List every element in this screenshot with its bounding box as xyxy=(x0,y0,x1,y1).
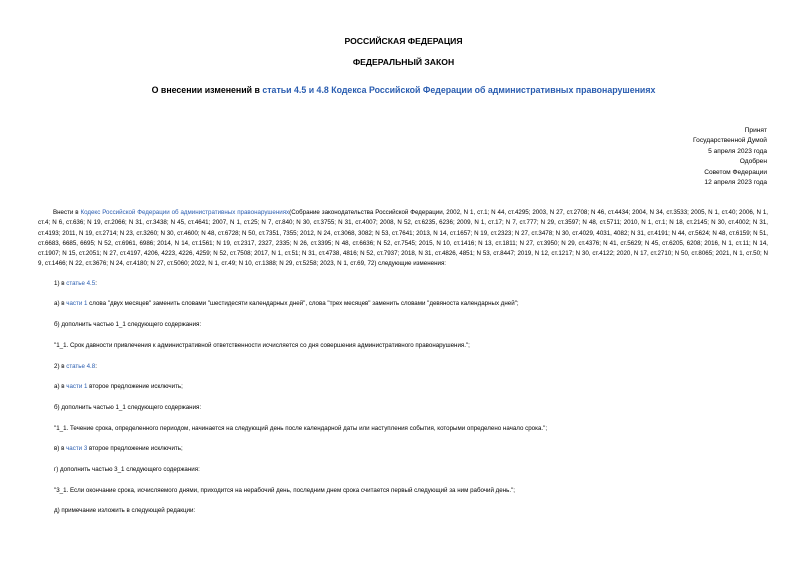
article-4-5-link[interactable]: статье 4.5 xyxy=(66,279,96,287)
law-body xyxy=(38,208,768,527)
item-2c xyxy=(54,444,768,454)
item-2g-quote: "3_1. Если окончание срока, исчисляемого днями, приходится на нерабочий день, последним днем срока считается первый следующий за ним рабочий день."; xyxy=(54,486,515,494)
koap-link[interactable]: Кодекс Российской Федерации об административных правонарушениях xyxy=(80,209,290,216)
adoption-line: 12 апреля 2023 года xyxy=(704,179,767,187)
item-1a xyxy=(54,299,768,309)
item-text: : xyxy=(95,279,97,287)
adoption-line: Государственной Думой xyxy=(693,137,767,145)
item-text: а) в xyxy=(54,383,67,391)
adoption-line: Принят xyxy=(744,127,767,134)
item-1b: б) дополнить частью 1_1 следующего содержания: xyxy=(54,321,202,329)
item-2a xyxy=(54,382,768,392)
adoption-block xyxy=(693,126,767,188)
title-prefix: О внесении изменений в xyxy=(151,85,263,95)
item-2d: д) примечание изложить в следующей редакции: xyxy=(54,507,196,515)
country-heading: РОССИЙСКАЯ ФЕДЕРАЦИЯ xyxy=(344,36,463,46)
item-text: 1) в xyxy=(54,279,67,287)
item-text: а) в xyxy=(54,300,67,308)
item-text: в) в xyxy=(54,445,67,453)
item-2b-quote: "1_1. Течение срока, определенного периодом, начинается на следующий день после календарной даты или наступления события, которыми определено начало срока."; xyxy=(54,424,548,432)
doc-type-heading: ФЕДЕРАЛЬНЫЙ ЗАКОН xyxy=(352,57,455,67)
intro-text: (Собрание законодательства Российской Федерации, 2002, N 1, ст.1; N 44, ст.4295; 2003, N 27, ст.2708; N 46, ст.4434; 2004, N 34, ст.3533; 2005, N 1, ст.40; 2006, N 1, ст.4; N 6, ст.636; N 19, ст.2066; N 31, ст.3438; N 45, ст.4641; 2007, N 1, ст.25; N 7, ст.840; N 30, ст.3755; N 31, ст.4007; 2008, N 52, ст.6235, 6236; 2009, N 1, ст.17; N 7, ст.777; N 29, ст.3597; N 48, ст.5711; 2010, N 1, ст.1; N 18, ст.2145; N 30, ст.4002; N 31, ст.4193; 2011, N 19, ст.2714; N 23, ст.3260; N 30, ст.4600; N 48, ст.6728; N 50, ст.7351, 7355; 2012, N 24, ст.3068, 3082; N 53, ст.7641; 2013, N 14, ст.1657; N 19, ст.2323; N 27, ст.3478; N 30, ст.4029, 4031, 4082; N 31, ст.4191; N 44, ст.5624; N 48, ст.6159; N 51, ст.6683, 6685, 6695; N 52, ст.6961, 6986; 2014, N 14, ст.1561; N 19, ст.2317, 2327, 2335; N 26, ст.3395; N 48, ст.6636; N 52, ст.7545; 2015, N 10, ст.1416; N 13, ст.1811; N 27, ст.3950; N 29, ст.4376; N 41, ст.5629; N 45, ст.6205, 6208; 2016, N 1, ст.11; N 14, ст.1907; N 15, ст.2051; N 27, ст.4197, 4206, 4223, 4226, 4259; N 52, ст.7508; 2017, N 1, ст.51; N 31, ст.4738, 4816; N 52, ст.7937; 2018, N 31, ст.4826, 4851; N 53, ст.8447; 2019, N 12, ст.1217; N 30, ст.4122; 2020, N 17, ст.2710; N 50, ст.8065; 2021, N 1, ст.50; N 9, ст.1466; N 22, ст.3676; N 24, ст.4180; N 27, ст.5060; 2022, N 1, ст.49; N 10, ст.1388; N 29, ст.5258; 2023, N 1, ст.69, 72) следующие изменения: xyxy=(38,209,768,268)
item-text: второе предложение исключить; xyxy=(87,383,183,391)
item-text: : xyxy=(95,362,97,370)
item-text: 2) в xyxy=(54,362,67,370)
item-text: второе предложение исключить; xyxy=(87,445,183,453)
part-1-link[interactable]: части 1 xyxy=(66,300,88,308)
title-articles-link[interactable]: статьи 4.5 и 4.8 Кодекса Российской Федерации об административных правонарушениях xyxy=(262,85,656,95)
adoption-line: 5 апреля 2023 года xyxy=(708,147,767,155)
item-text: слова "двух месяцев" заменить словами "шестидесяти календарных дней", слова "трех месяцев" заменить словами "девяноста календарных дней"; xyxy=(87,300,519,308)
adoption-line: Одобрен xyxy=(739,158,767,166)
article-4-8-link[interactable]: статье 4.8 xyxy=(66,362,96,370)
law-title xyxy=(0,85,807,95)
part-3-link[interactable]: части 3 xyxy=(66,445,88,453)
adoption-line: Советом Федерации xyxy=(704,168,767,176)
item-1 xyxy=(54,279,768,289)
item-2 xyxy=(54,362,768,372)
item-2g: г) дополнить частью 3_1 следующего содержания: xyxy=(54,465,200,473)
item-1b-quote: "1_1. Срок давности привлечения к административной ответственности исчисляется со дня совершения административного правонарушения."; xyxy=(54,341,470,349)
intro-prefix: Внести в xyxy=(53,209,81,216)
intro-paragraph xyxy=(38,208,768,270)
part-1-link[interactable]: части 1 xyxy=(66,383,88,391)
item-2b: б) дополнить частью 1_1 следующего содержания: xyxy=(54,403,202,411)
